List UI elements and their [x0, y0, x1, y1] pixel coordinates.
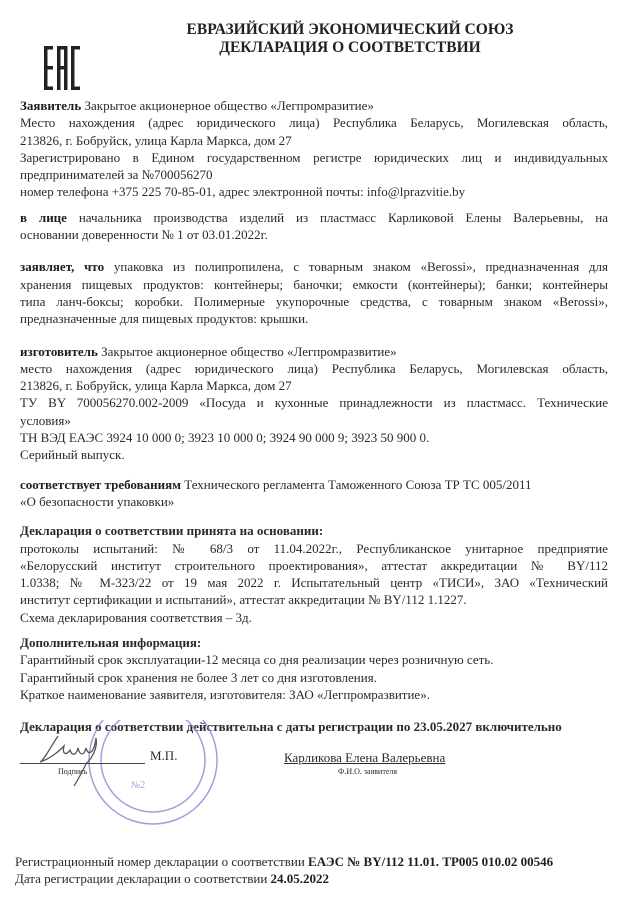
applicant-contacts: номер телефона +375 225 70-85-01, адрес электронной почты: info@lprazvitie.by	[20, 184, 466, 200]
applicant-label: Заявитель	[20, 98, 82, 113]
signer-name: Карликова Елена Валерьевна	[284, 750, 446, 765]
declares-label: заявляет, что	[20, 259, 105, 275]
applicant-reg-2: предпринимателей за №700056270	[20, 167, 213, 183]
basis-scheme: Схема декларирования соответствия – 3д.	[20, 609, 252, 625]
signature-line	[20, 763, 145, 764]
registration-number	[15, 854, 553, 870]
manufacturer-tu-1: ТУ BY 700056270.002-2009 «Посуда и кухонные принадлежности из пластмасс. Технические	[20, 395, 608, 411]
registration-date-label: Дата регистрации декларации о соответствии	[15, 871, 271, 886]
declares-line-3: типа ланч-боксы; коробки. Полимерные укупорочные средства, с товарным знаком «Berossi»,	[20, 293, 608, 309]
manufacturer-name: Закрытое акционерное общество «Легпромразвитие»	[97, 343, 397, 359]
svg-text:№2: №2	[130, 780, 146, 791]
signature-caption: Подпись	[58, 767, 88, 776]
manufacturer-label: изготовитель	[20, 343, 98, 359]
handwritten-signature	[38, 728, 118, 792]
title-line-2: ДЕКЛАРАЦИЯ О СООТВЕТСТВИИ	[219, 39, 481, 56]
applicant-address-1: Место нахождения (адрес юридического лица) Республика Беларусь, Могилевская область,	[20, 115, 608, 131]
basis-line-3: 1.0338; № М-323/22 от 19 мая 2022 г. Испытательный центр «ТИСИ», ЗАО «Технический	[20, 575, 608, 591]
manufacturer-serial: Серийный выпуск.	[20, 447, 125, 463]
additional-heading: Дополнительная информация:	[20, 635, 202, 651]
declares-line-2: хранения пищевых продуктов: контейнеры; баночки; емкости (контейнеры); банки; контейнеры	[20, 276, 608, 292]
manufacturer-address-2: 213826, г. Бобруйск, улица Карла Маркса, дом 27	[20, 378, 292, 394]
declares-line-4: предназначенные для пищевых продуктов: крышки.	[20, 311, 309, 327]
validity-statement: Декларация о соответствии действительна с даты регистрации по 23.05.2027 включительно	[20, 719, 562, 735]
applicant-address-2: 213826, г. Бобруйск, улица Карла Маркса, дом 27	[20, 132, 292, 148]
declaration-body	[20, 97, 608, 736]
applicant-name: Закрытое акционерное общество «Легпромразитие»	[81, 98, 374, 113]
basis-line-1: протоколы испытаний: № 68/3 от 11.04.2022г., Республиканское унитарное предприятие	[20, 540, 608, 556]
represented-label: в лице	[20, 209, 67, 225]
basis-line-2: «Белорусский институт строительного проектирования», аттестат аккредитации № BY/112	[20, 557, 608, 573]
eac-logo	[44, 46, 82, 94]
registration-number-value: ЕАЭС № BY/112 11.01. ТР005 010.02 00546	[308, 854, 554, 869]
declares-line-1: упаковка из полипропилена, с товарным знаком «Berossi», предназначенная для	[104, 259, 608, 275]
conforms-label: соответствует требованиям	[20, 476, 181, 492]
stamp-label: М.П.	[150, 748, 178, 763]
additional-line-2: Гарантийный срок хранения не более 3 лет со дня изготовления.	[20, 669, 377, 685]
manufacturer-tu-2: условия»	[20, 412, 71, 428]
basis-line-4: институт сертификации и испытаний», аттестат аккредитации № BY/112 1.1227.	[20, 592, 467, 608]
conforms-line-1: Технического регламента Таможенного Союза ТР ТС 005/2011	[181, 476, 532, 492]
basis-heading: Декларация о соответствии принята на основании:	[20, 523, 324, 539]
additional-line-3: Краткое наименование заявителя, изготовителя: ЗАО «Легпромразвитие».	[20, 686, 430, 702]
signer-caption: Ф.И.О. заявителя	[338, 767, 398, 776]
additional-line-1: Гарантийный срок эксплуатации-12 месяца со дня реализации через розничную сеть.	[20, 652, 494, 668]
registration-date-value: 24.05.2022	[270, 871, 330, 886]
represented-line-1: начальника производства изделий из пластмасс Карликовой Елены Валерьевны, на	[66, 209, 608, 225]
manufacturer-tn-ved: ТН ВЭД ЕАЭС 3924 10 000 0; 3923 10 000 0; 3924 90 000 9; 3923 50 900 0.	[20, 430, 430, 446]
manufacturer-address-1: место нахождения (адрес юридического лица) Республика Беларусь, Могилевская область,	[20, 360, 608, 376]
title-line-1: ЕВРАЗИЙСКИЙ ЭКОНОМИЧЕСКИЙ СОЮЗ	[186, 21, 514, 38]
represented-line-2: основании доверенности № 1 от 03.01.2022г.	[20, 227, 268, 243]
registration-date	[15, 871, 329, 887]
conforms-line-2: «О безопасности упаковки»	[20, 493, 175, 509]
registration-number-label: Регистрационный номер декларации о соответствии	[15, 854, 309, 869]
applicant-reg-1: Зарегистрировано в Едином государственном регистре юридических лиц и индивидуальных	[20, 149, 608, 165]
